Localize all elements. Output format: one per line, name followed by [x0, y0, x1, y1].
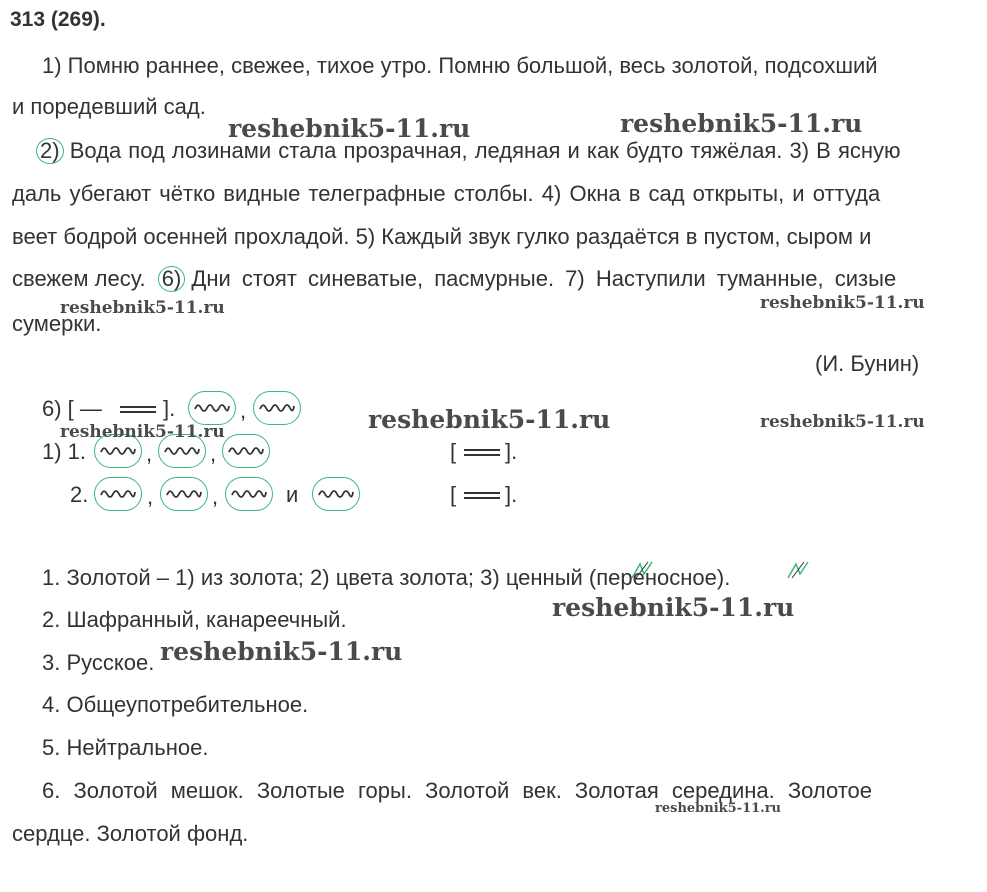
comma: , — [146, 441, 153, 466]
author: (И. Бунин) — [815, 351, 920, 376]
answer-2: 2. Шафранный, канареечный. — [42, 607, 347, 632]
wavy-line-icon — [228, 443, 264, 457]
predicate-double-line — [464, 449, 500, 456]
predicate-double-line — [120, 406, 156, 413]
definition-oval — [225, 477, 273, 511]
sentence-6-marker: 6) — [158, 266, 186, 292]
bracket-open: [ — [450, 439, 457, 464]
answer-1 — [42, 565, 730, 591]
answer-6-line-1: 6. Золотой мешок. Золотые горы. Золотой век. Золотая середина. Золотое — [42, 778, 873, 803]
answer-1-part-1: 1. Золотой – 1) из золота; 2) цвета золота; 3) ценн — [42, 565, 555, 590]
bracket-close: ]. — [505, 482, 518, 507]
text-line-6-end: Дни стоят синеватые, пасмурные. 7) Наступили туманные, сизые — [191, 266, 897, 291]
wavy-line-icon — [166, 486, 202, 500]
answer-6-line-2: сердце. Золотой фонд. — [12, 821, 249, 846]
bracket-open: [ — [450, 482, 457, 507]
answer-4: 4. Общеупотребительное. — [42, 692, 309, 717]
ending-mark-icon — [786, 560, 812, 582]
text-line-6 — [12, 266, 896, 292]
comma: , — [212, 484, 219, 509]
bracket-close: ]. — [505, 439, 518, 464]
answer-3: 3. Русское. — [42, 650, 155, 675]
definition-oval — [188, 391, 236, 425]
conjunction-and: и — [286, 482, 299, 507]
definition-oval — [160, 477, 208, 511]
answer-1-part-2: ый (переносн — [554, 565, 693, 590]
wavy-line-icon — [100, 486, 136, 500]
text-line-5: веет бодрой осенней прохладой. 5) Каждый звук гулко раздаётся в пустом, сыром и — [12, 224, 872, 249]
definition-oval — [222, 434, 270, 468]
comma: , — [240, 398, 247, 423]
ending-mark-icon — [630, 560, 656, 582]
text-line-4: даль убегают чётко видные телеграфные столбы. 4) Окна в сад открыты, и оттуда — [12, 181, 881, 206]
schema-1-label: 1) 1. — [42, 439, 87, 464]
answer-5: 5. Нейтральное. — [42, 735, 209, 760]
watermark: reshebnik5-11.ru — [620, 109, 863, 138]
schema-6-bracket: ]. — [163, 396, 176, 421]
watermark: reshebnik5-11.ru — [160, 637, 403, 666]
wavy-line-icon — [194, 400, 230, 414]
schema-6-label: 6) [ — — [42, 396, 102, 421]
watermark: reshebnik5-11.ru — [760, 293, 925, 313]
text-line-6-start: свежем лесу. — [12, 266, 146, 291]
predicate-double-line — [464, 492, 500, 499]
definition-oval — [253, 391, 301, 425]
schema-2-label: 2. — [70, 482, 89, 507]
definition-oval — [94, 477, 142, 511]
wavy-line-icon — [318, 486, 354, 500]
text-line-7: сумерки. — [12, 311, 102, 336]
watermark: reshebnik5-11.ru — [60, 422, 225, 442]
text-line-3-content: Вода под лозинами стала прозрачная, ледяная и как будто тяжёлая. 3) В ясную — [69, 138, 901, 163]
watermark: reshebnik5-11.ru — [655, 801, 782, 816]
watermark: reshebnik5-11.ru — [368, 405, 611, 434]
wavy-line-icon — [259, 400, 295, 414]
wavy-line-icon — [164, 443, 200, 457]
wavy-line-icon — [100, 443, 136, 457]
wavy-line-icon — [231, 486, 267, 500]
answer-1-part-3: ое). — [692, 565, 731, 590]
definition-oval — [312, 477, 360, 511]
comma: , — [210, 441, 217, 466]
text-line-2: и поредевший сад. — [12, 94, 206, 119]
watermark: reshebnik5-11.ru — [60, 298, 225, 318]
watermark: reshebnik5-11.ru — [228, 114, 471, 143]
comma: , — [147, 484, 154, 509]
watermark: reshebnik5-11.ru — [552, 593, 795, 622]
sentence-2-marker: 2) — [36, 138, 64, 164]
watermark: reshebnik5-11.ru — [760, 412, 925, 432]
exercise-title: 313 (269). — [10, 8, 106, 31]
text-line-1: 1) Помню раннее, свежее, тихое утро. Помню большой, весь золотой, подсохший — [42, 53, 878, 78]
